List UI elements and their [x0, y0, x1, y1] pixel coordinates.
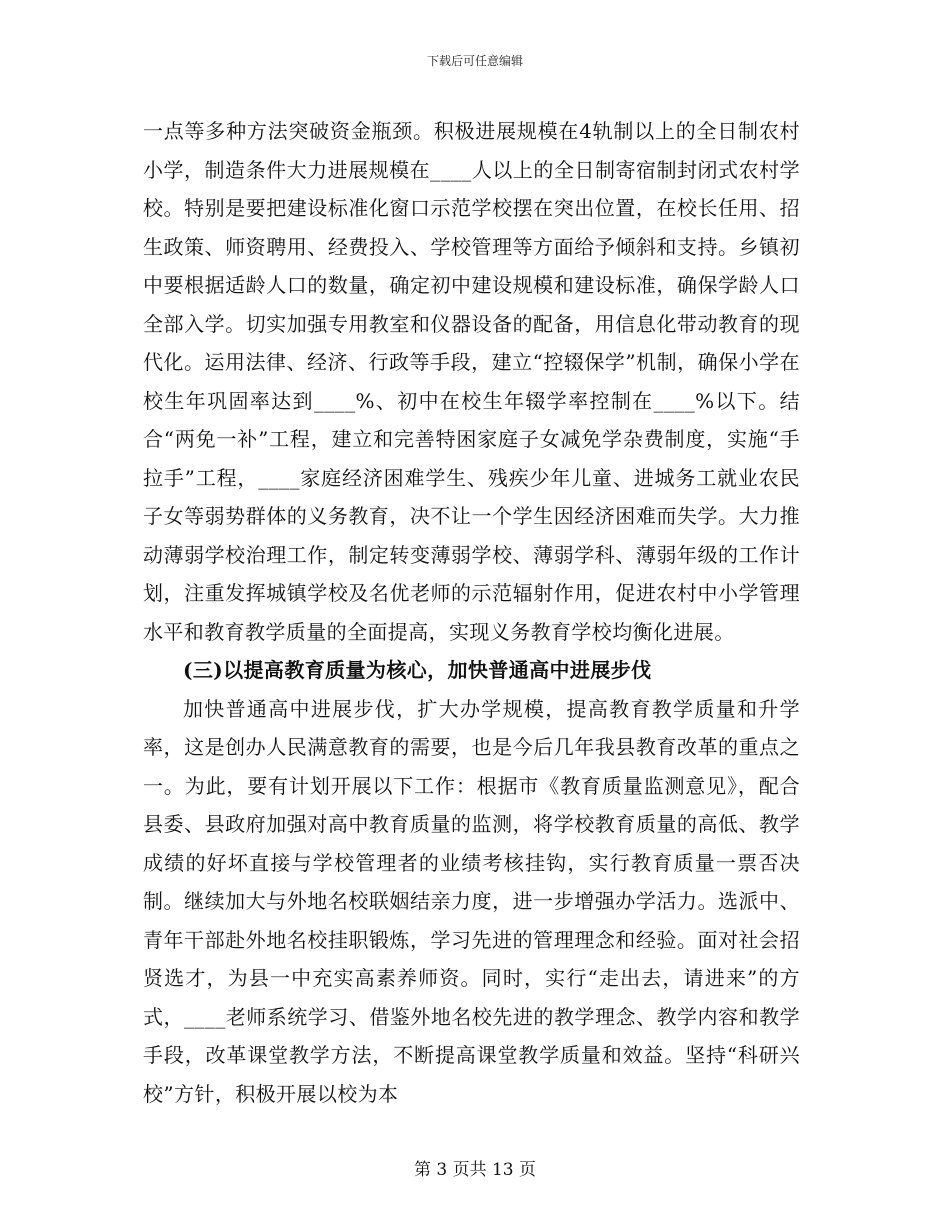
body-paragraph-1: 一点等多种方法突破资金瓶颈。积极进展规模在4轨制以上的全日制农村小学，制造条件大力进展规模在____人以上的全日制寄宿制封闭式农村学校。特别是要把建设标准化窗口示范学校摆在突出位置，在校长任用、招生政策、师资聘用、经费投入、学校管理等方面给予倾斜和支持。乡镇初中要根据适龄人口的数量，确定初中建设规模和建设标准，确保学龄人口全部入学。切实加强专用教室和仪器设备的配备，用信息化带动教育的现代化。运用法律、经济、行政等手段，建立“控辍保学”机制，确保小学在校生年巩固率达到____%、初中在校生年辍学率控制在____%以下。结合“两免一补”工程，建立和完善特困家庭子女减免学杂费制度，实施“手拉手”工程，____家庭经济困难学生、残疾少年儿童、进城务工就业农民子女等弱势群体的义务教育，决不让一个学生因经济困难而失学。大力推动薄弱学校治理工作，制定转变薄弱学校、薄弱学科、薄弱年级的工作计划，注重发挥城镇学校及名优老师的示范辐射作用，促进农村中小学管理水平和教育教学质量的全面提高，实现义务教育学校均衡化进展。 — [143, 119, 800, 644]
section-heading: (三)以提高教育质量为核心，加快普通高中进展步伐 — [183, 658, 652, 682]
body-paragraph-2: 加快普通高中进展步伐，扩大办学规模，提高教育教学质量和升学率，这是创办人民满意教育的需要，也是今后几年我县教育改革的重点之一。为此，要有计划开展以下工作：根据市《教育质量监测意见》，配合县委、县政府加强对高中教育质量的监测，将学校教育质量的高低、教学成绩的好坏直接与学校管理者的业绩考核挂钩，实行教育质量一票否决制。继续加大与外地名校联姻结亲力度，进一步增强办学活力。选派中、青年干部赴外地名校挂职锻炼，学习先进的管理理念和经验。面对社会招贤选才，为县一中充实高素养师资。同时，实行“走出去，请进来”的方式，____老师系统学习、借鉴外地名校先进的教学理念、教学内容和教学手段，改革课堂教学方法，不断提高课堂教学质量和效益。坚持“科研兴校”方针，积极开展以校为本 — [143, 696, 800, 1106]
page-footer: 第 3 页共 13 页 — [413, 1160, 537, 1180]
document-body — [143, 112, 800, 1113]
page-header: 下载后可任意编辑 — [426, 54, 523, 68]
